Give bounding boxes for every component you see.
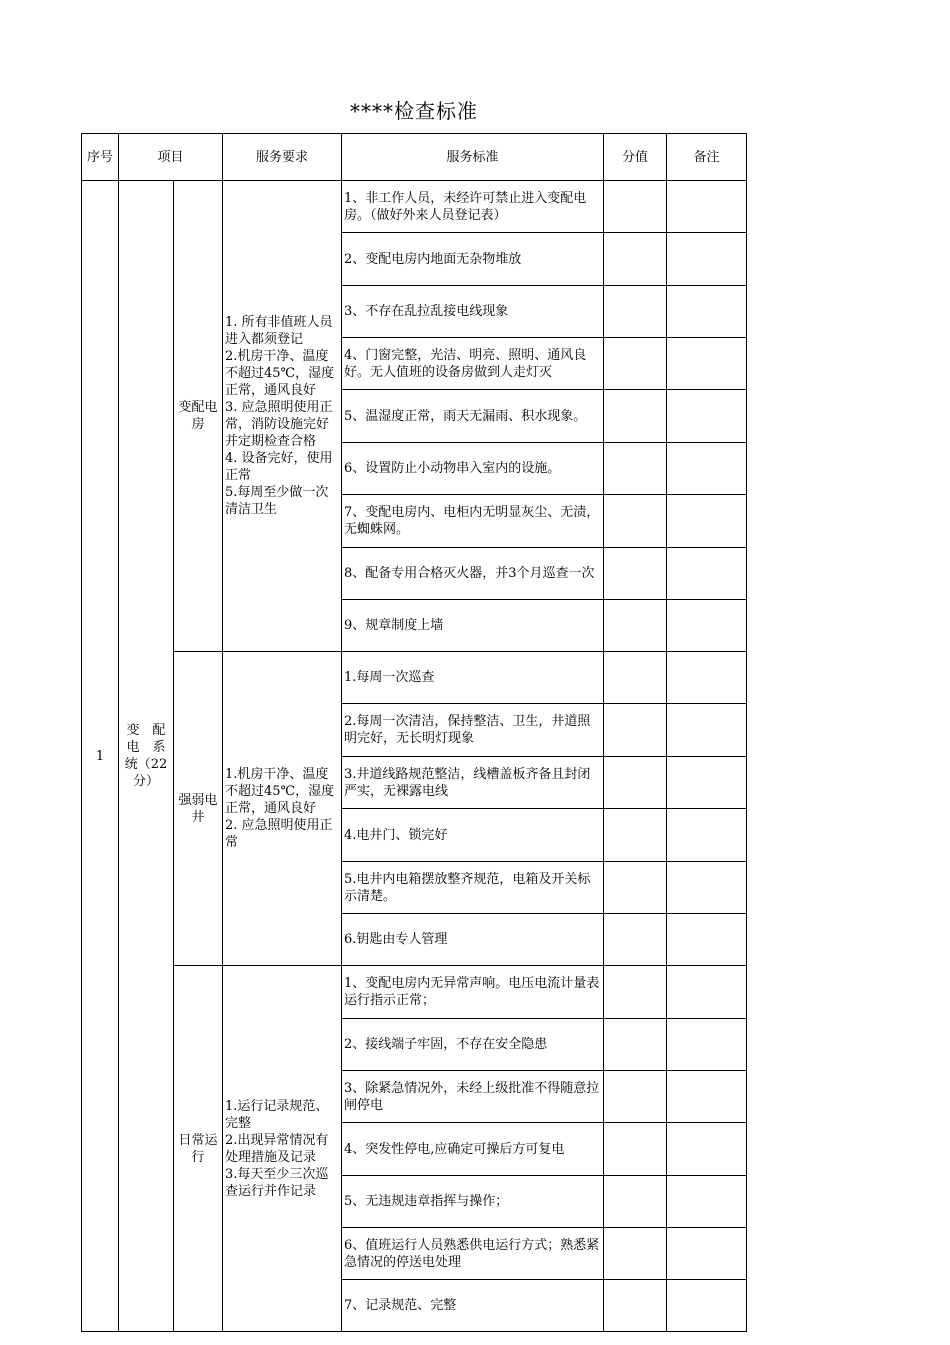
- score-cell[interactable]: [604, 1228, 667, 1280]
- note-cell[interactable]: [667, 1071, 747, 1123]
- score-cell[interactable]: [604, 338, 667, 390]
- score-cell[interactable]: [604, 704, 667, 757]
- service-standard: 2、变配电房内地面无杂物堆放: [342, 233, 604, 286]
- service-standard: 5、温湿度正常，雨天无漏雨、积水现象。: [342, 390, 604, 443]
- note-cell[interactable]: [667, 1019, 747, 1071]
- note-cell[interactable]: [667, 1228, 747, 1280]
- service-standard: 3、不存在乱拉乱接电线现象: [342, 286, 604, 338]
- header-note: 备注: [667, 134, 747, 181]
- note-cell[interactable]: [667, 966, 747, 1019]
- note-cell[interactable]: [667, 757, 747, 809]
- table-row: [82, 652, 747, 704]
- note-cell[interactable]: [667, 338, 747, 390]
- header-item: 项目: [119, 134, 223, 181]
- note-cell[interactable]: [667, 286, 747, 338]
- service-standard: 7、变配电房内、电柜内无明显灰尘、无渍，无蜘蛛网。: [342, 495, 604, 548]
- service-standard: 4.电井门、锁完好: [342, 809, 604, 862]
- score-cell[interactable]: [604, 233, 667, 286]
- score-cell[interactable]: [604, 1176, 667, 1228]
- score-cell[interactable]: [604, 757, 667, 809]
- subitem-name: 强弱电井: [174, 652, 223, 966]
- service-standard: 4、门窗完整，光洁、明亮、照明、通风良好。无人值班的设备房做到人走灯灭: [342, 338, 604, 390]
- note-cell[interactable]: [667, 1123, 747, 1176]
- header-row: [82, 134, 747, 181]
- score-cell[interactable]: [604, 966, 667, 1019]
- score-cell[interactable]: [604, 914, 667, 966]
- table-row: [82, 181, 747, 233]
- note-cell[interactable]: [667, 548, 747, 600]
- score-cell[interactable]: [604, 181, 667, 233]
- score-cell[interactable]: [604, 862, 667, 914]
- section-number: 1: [82, 181, 119, 1332]
- note-cell[interactable]: [667, 862, 747, 914]
- score-cell[interactable]: [604, 390, 667, 443]
- score-cell[interactable]: [604, 548, 667, 600]
- score-cell[interactable]: [604, 600, 667, 652]
- service-standard: 1、非工作人员，未经许可禁止进入变配电房。（做好外来人员登记表）: [342, 181, 604, 233]
- service-standard: 4、突发性停电,应确定可操后方可复电: [342, 1123, 604, 1176]
- service-standard: 7、记录规范、完整: [342, 1280, 604, 1332]
- service-standard: 8、配备专用合格灭火器，并3个月巡查一次: [342, 548, 604, 600]
- score-cell[interactable]: [604, 652, 667, 704]
- note-cell[interactable]: [667, 1176, 747, 1228]
- score-cell[interactable]: [604, 443, 667, 495]
- page-title: ****检查标准: [350, 99, 478, 123]
- service-standard: 9、规章制度上墙: [342, 600, 604, 652]
- note-cell[interactable]: [667, 704, 747, 757]
- header-no: 序号: [82, 134, 119, 181]
- score-cell[interactable]: [604, 495, 667, 548]
- inspection-table: [81, 133, 747, 1332]
- note-cell[interactable]: [667, 495, 747, 548]
- service-requirement: 1. 所有非值班人员进入都须登记 2.机房干净、温度不超过45℃，湿度正常，通风良好 3. 应急照明使用正常，消防设施完好并定期检查合格 4. 设备完好，使用正常 5.每周至少做一次清洁卫生: [223, 181, 342, 652]
- service-standard: 2、接线端子牢固，不存在安全隐患: [342, 1019, 604, 1071]
- service-requirement: 1.机房干净、温度不超过45℃，湿度正常，通风良好 2. 应急照明使用正常: [223, 652, 342, 966]
- header-requirement: 服务要求: [223, 134, 342, 181]
- service-standard: 1.每周一次巡查: [342, 652, 604, 704]
- note-cell[interactable]: [667, 233, 747, 286]
- note-cell[interactable]: [667, 600, 747, 652]
- service-standard: 3.井道线路规范整洁，线槽盖板齐备且封闭严实，无裸露电线: [342, 757, 604, 809]
- header-score: 分值: [604, 134, 667, 181]
- service-standard: 6、设置防止小动物串入室内的设施。: [342, 443, 604, 495]
- score-cell[interactable]: [604, 1123, 667, 1176]
- service-standard: 6.钥匙由专人管理: [342, 914, 604, 966]
- score-cell[interactable]: [604, 286, 667, 338]
- service-standard: 5.电井内电箱摆放整齐规范，电箱及开关标示清楚。: [342, 862, 604, 914]
- note-cell[interactable]: [667, 809, 747, 862]
- note-cell[interactable]: [667, 181, 747, 233]
- note-cell[interactable]: [667, 390, 747, 443]
- service-standard: 2.每周一次清洁，保持整洁、卫生，井道照明完好，无长明灯现象: [342, 704, 604, 757]
- note-cell[interactable]: [667, 1280, 747, 1332]
- service-standard: 1、变配电房内无异常声响。电压电流计量表运行指示正常；: [342, 966, 604, 1019]
- note-cell[interactable]: [667, 914, 747, 966]
- system-name: 变 配电 系统（22分）: [119, 181, 174, 1332]
- score-cell[interactable]: [604, 1019, 667, 1071]
- score-cell[interactable]: [604, 809, 667, 862]
- service-standard: 5、无违规违章指挥与操作；: [342, 1176, 604, 1228]
- note-cell[interactable]: [667, 652, 747, 704]
- score-cell[interactable]: [604, 1280, 667, 1332]
- score-cell[interactable]: [604, 1071, 667, 1123]
- service-requirement: 1.运行记录规范、完整 2.出现异常情况有处理措施及记录 3.每天至少三次巡查运行并作记录: [223, 966, 342, 1332]
- service-standard: 3、除紧急情况外，未经上级批准不得随意拉闸停电: [342, 1071, 604, 1123]
- table-row: [82, 966, 747, 1019]
- subitem-name: 日常运行: [174, 966, 223, 1332]
- service-standard: 6、值班运行人员熟悉供电运行方式；熟悉紧急情况的停送电处理: [342, 1228, 604, 1280]
- header-standard: 服务标准: [342, 134, 604, 181]
- subitem-name: 变配电房: [174, 181, 223, 652]
- note-cell[interactable]: [667, 443, 747, 495]
